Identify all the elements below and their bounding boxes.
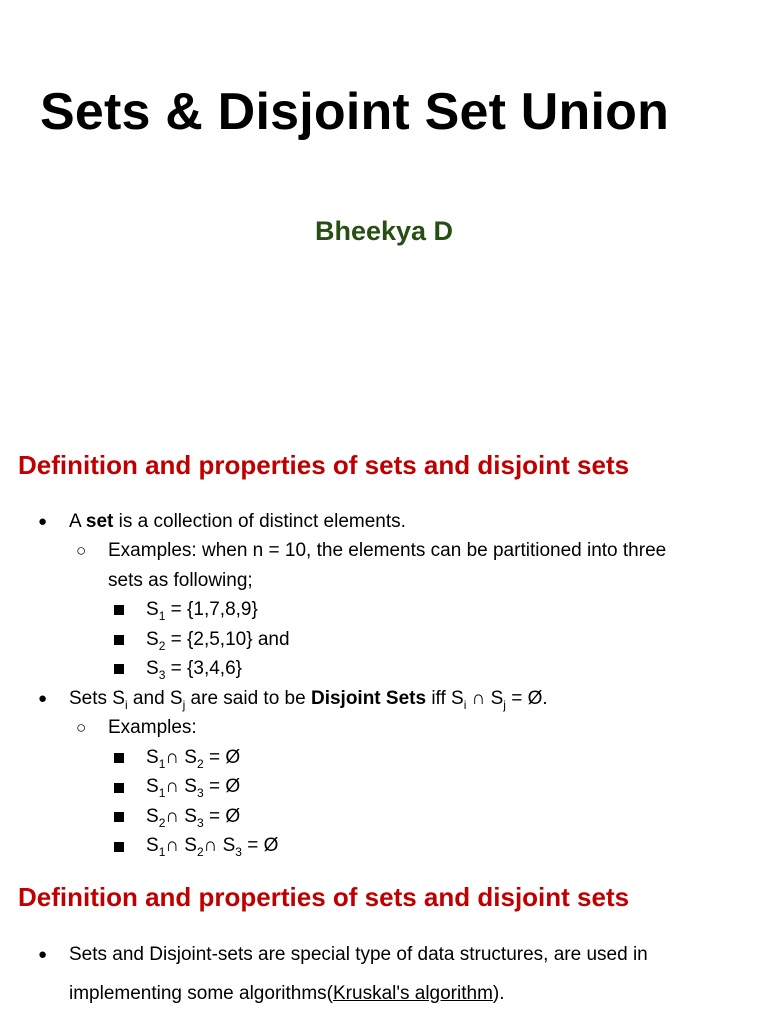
example-intersection-1-2-3: $S_1\cap$ $S_2\cap$ $S_3$ = Ø [146, 835, 279, 859]
set-s2: $S_2 = \{2,5,10\}$ and [146, 629, 290, 653]
bullet-square-icon [114, 635, 124, 645]
bullet-square-icon [114, 842, 124, 852]
example-intersection-1-3: $S_1\cap$ $S_3$ = Ø [146, 776, 241, 800]
examples-label: Examples: [108, 717, 197, 738]
bullet-disc-icon: ● [38, 513, 48, 530]
data-structures-line2: implementing some algorithms(Kruskal's algorithm). [69, 983, 505, 1004]
disjoint-definition: Sets $S_i$ and $S_j$ are said to be Disjoint Sets iff $S_i$ ∩ $S_j$ = Ø. [69, 688, 548, 712]
examples-intro-line1: Examples: when n = 10, the elements can be partitioned into three [108, 540, 667, 561]
set-s1: $S_1 = \{1,7,8,9\}$ [146, 599, 258, 623]
author-name: Bheekya D [314, 216, 454, 246]
bullet-square-icon [114, 753, 124, 763]
bullet-square-icon [114, 664, 124, 674]
set-s3: $S_3 = \{3,4,6\}$ [146, 658, 242, 682]
section-heading-2: Definition and properties of sets and disjoint sets [18, 882, 630, 912]
section-heading-1: Definition and properties of sets and disjoint sets [18, 450, 630, 480]
document-title: Sets & Disjoint Set Union [40, 83, 670, 141]
kruskal-algorithm-link[interactable]: Kruskal's algorithm [333, 983, 493, 1004]
bullet-disc-icon: ● [38, 690, 48, 707]
bullet-square-icon [114, 605, 124, 615]
bullet-circle-icon: ○ [76, 718, 87, 737]
bullet-square-icon [114, 812, 124, 822]
bullet-disc-icon: ● [38, 946, 48, 963]
bullet-circle-icon: ○ [76, 541, 87, 560]
bullet-square-icon [114, 783, 124, 793]
set-definition: A set is a collection of distinct elements. [69, 511, 406, 532]
example-intersection-2-3: $S_2\cap$ $S_3$ = Ø [146, 806, 241, 830]
examples-intro-line2: sets as following; [108, 570, 253, 591]
data-structures-line1: Sets and Disjoint-sets are special type of data structures, are used in [69, 944, 648, 965]
example-intersection-1-2: $S_1\cap$ $S_2$ = Ø [146, 747, 241, 771]
